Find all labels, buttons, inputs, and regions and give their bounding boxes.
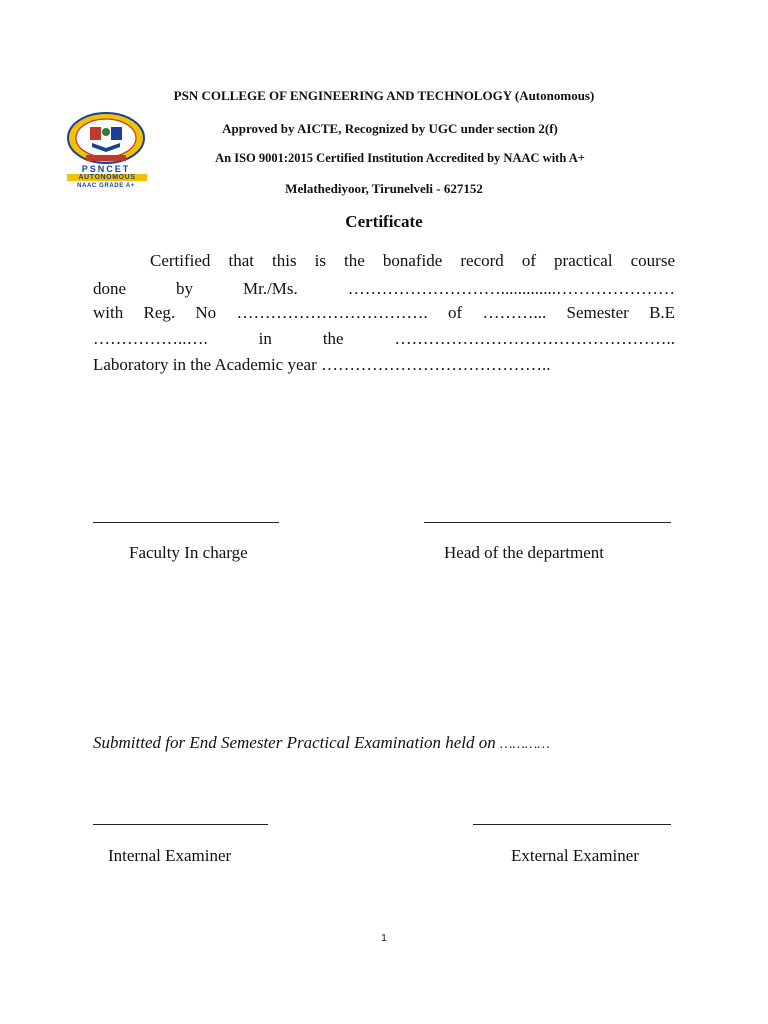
faculty-label: Faculty In charge	[129, 543, 248, 562]
name-label: done by Mr./Ms.	[93, 279, 298, 298]
semester-blank[interactable]: ………...	[482, 303, 547, 322]
body-line-4: ……………..…. in the …………………………………………..	[93, 329, 676, 348]
academic-year-label: Laboratory in the Academic year	[93, 355, 317, 374]
logo-name: PSNCET	[81, 164, 131, 174]
address-line: Melathediyoor, Tirunelveli - 627152	[285, 181, 483, 196]
external-examiner-label: External Examiner	[511, 846, 639, 865]
faculty-signature-line[interactable]	[93, 522, 279, 523]
laboratory-blank[interactable]: …………………………………………..	[394, 329, 676, 348]
body-line-2	[93, 279, 675, 299]
body-line-1: Certified that this is the bonafide record of practical course	[150, 251, 675, 270]
reg-no-label: with Reg. No	[93, 303, 217, 322]
page-number: 1	[381, 933, 387, 944]
certificate-title: Certificate	[345, 212, 423, 231]
exam-date-blank[interactable]: …………	[500, 737, 550, 752]
logo-badge: AUTONOMOUS	[67, 174, 147, 181]
submitted-line: Submitted for End Semester Practical Examination held on …………	[93, 733, 550, 752]
approval-line: Approved by AICTE, Recognized by UGC under section 2(f)	[222, 121, 558, 136]
internal-examiner-label: Internal Examiner	[108, 846, 232, 865]
hod-signature-line[interactable]	[424, 522, 671, 523]
reg-no-blank[interactable]: …………………………….	[236, 303, 428, 322]
academic-year-blank[interactable]: …………………………………..	[320, 355, 551, 374]
logo-grade: NAAC GRADE A+	[77, 183, 135, 189]
hod-label: Head of the department	[444, 543, 605, 562]
internal-examiner-signature-line[interactable]	[93, 824, 268, 825]
accreditation-line: An ISO 9001:2015 Certified Institution Accredited by NAAC with A+	[215, 151, 585, 165]
body-line-5	[93, 355, 675, 375]
student-name-blank[interactable]: ……………………….............…………………	[347, 279, 675, 298]
semester-label: Semester B.E	[566, 303, 676, 322]
body-line-3: with Reg. No ……………………………. of ………... Semester B.E	[93, 303, 676, 322]
branch-blank[interactable]: ……………..….	[93, 329, 208, 348]
external-examiner-signature-line[interactable]	[473, 824, 671, 825]
college-name: PSN COLLEGE OF ENGINEERING AND TECHNOLOGY (Autonomous)	[173, 88, 595, 103]
